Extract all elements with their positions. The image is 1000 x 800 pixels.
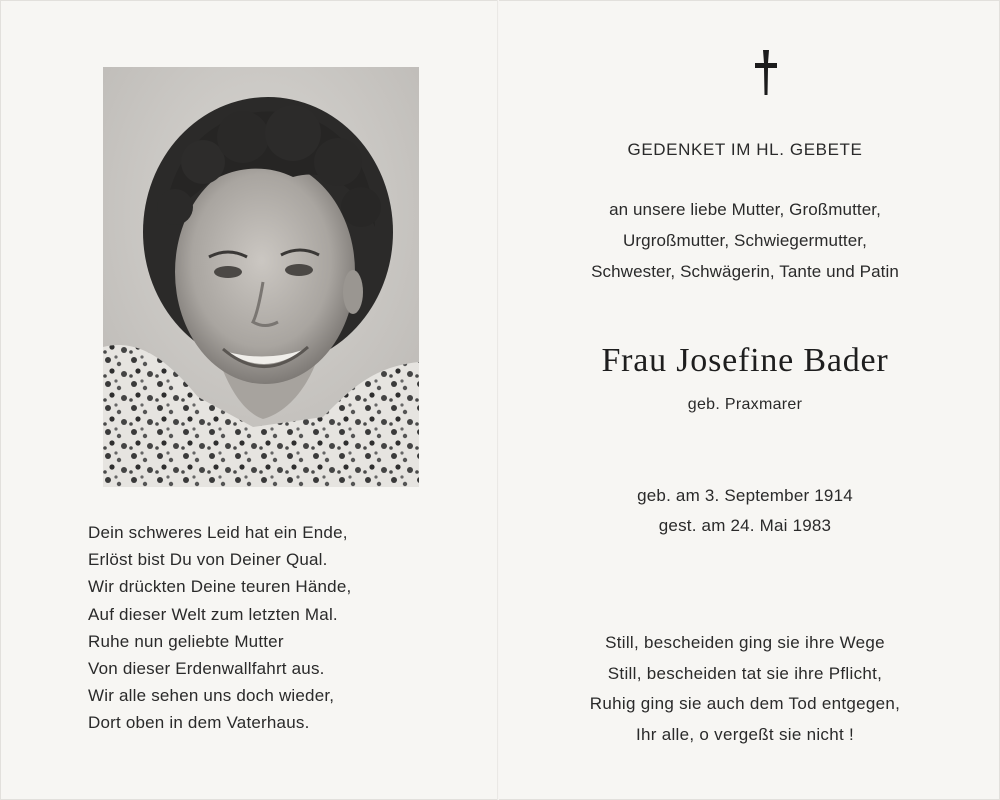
- intro-line: an unsere liebe Mutter, Großmutter,: [609, 200, 881, 219]
- intro-line: Schwester, Schwägerin, Tante und Patin: [591, 262, 899, 281]
- portrait-photo: [103, 67, 419, 487]
- poem-right: [520, 628, 970, 750]
- intro-text: [520, 194, 970, 287]
- poem-right-line: Ruhig ging sie auch dem Tod entgegen,: [589, 694, 901, 713]
- death-date: gest. am 24. Mai 1983: [658, 516, 832, 535]
- poem-right-line: Ihr alle, o vergeßt sie nicht !: [635, 724, 855, 744]
- maiden-name: geb. Praxmarer: [687, 396, 803, 413]
- card-fold: [497, 0, 499, 800]
- poem-left-line: Auf dieser Welt zum letzten Mal.: [88, 604, 338, 624]
- deceased-name: Frau Josefine Bader: [601, 342, 889, 379]
- poem-right-line: Still, bescheiden ging sie ihre Wege: [605, 633, 885, 652]
- poem-left-line: Von dieser Erdenwallfahrt aus.: [88, 659, 325, 679]
- poem-left-line: Erlöst bist Du von Deiner Qual.: [88, 550, 328, 570]
- birth-date: geb. am 3. September 1914: [637, 486, 853, 505]
- portrait-image: [103, 67, 419, 487]
- poem-left-line: Wir drückten Deine teuren Hände,: [88, 577, 352, 597]
- poem-left-line: Ruhe nun geliebte Mutter: [88, 631, 284, 651]
- poem-left-line: Dort oben in dem Vaterhaus.: [88, 713, 310, 733]
- poem-left-line: Dein schweres Leid hat ein Ende,: [88, 523, 348, 542]
- life-dates: [520, 481, 970, 541]
- poem-left: [88, 519, 468, 737]
- card-heading: GEDENKET IM HL. GEBETE: [627, 140, 863, 159]
- cross-icon: [746, 48, 786, 98]
- poem-right-line: Still, bescheiden tat sie ihre Pflicht,: [607, 663, 883, 683]
- poem-left-line: Wir alle sehen uns doch wieder,: [88, 686, 335, 706]
- intro-line: Urgroßmutter, Schwiegermutter,: [623, 231, 867, 250]
